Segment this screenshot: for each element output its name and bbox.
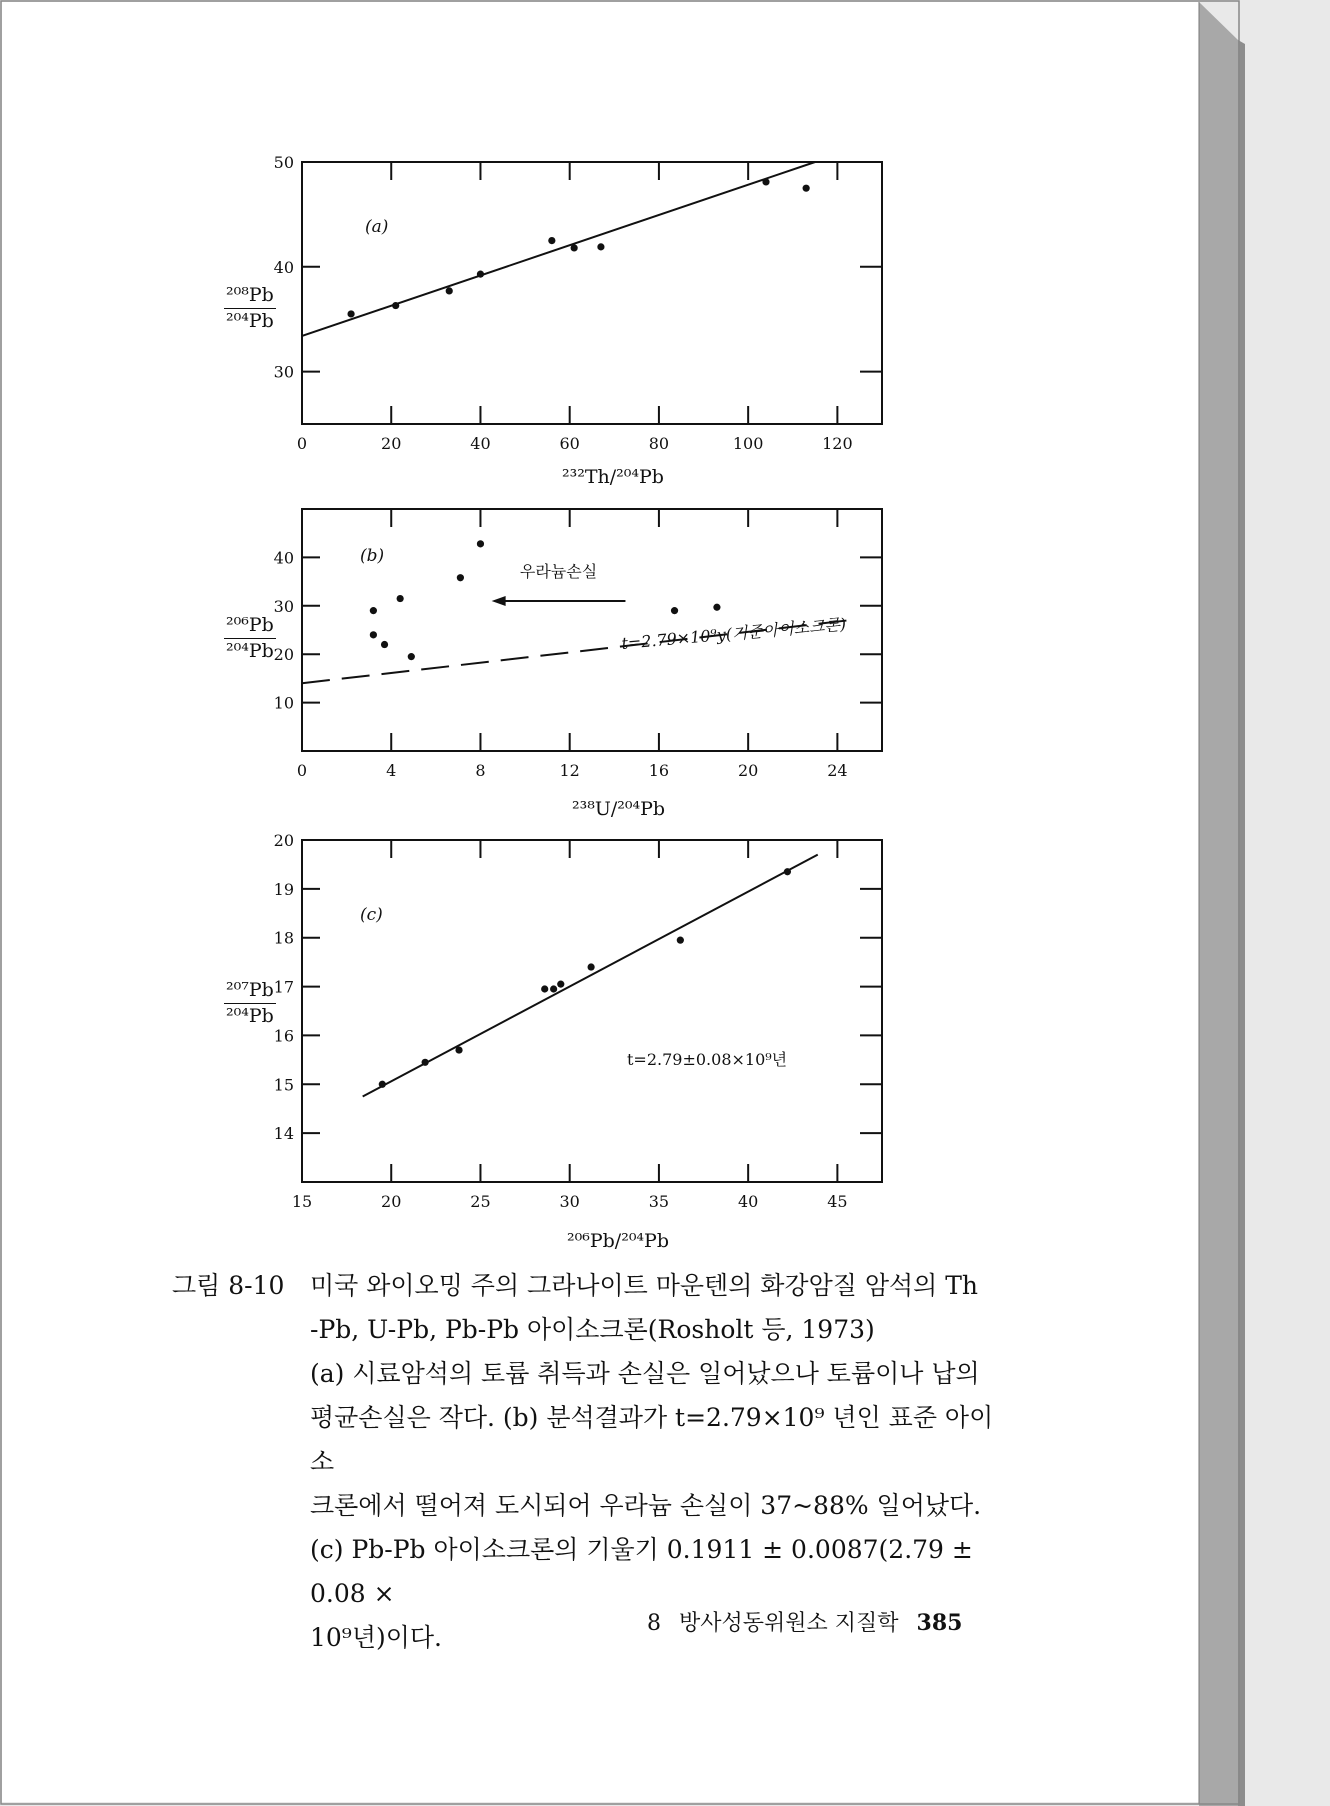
caption-line: 크론에서 떨어져 도시되어 우라늄 손실이 37~88% 일어났다. — [310, 1491, 982, 1520]
y-axis-label-a — [224, 285, 276, 332]
caption-line: 10⁹년)이다. — [310, 1623, 442, 1652]
x-tick-label: 45 — [827, 1192, 848, 1211]
y-axis-label-b-numerator: ²⁰⁶Pb — [224, 615, 276, 639]
data-point — [379, 1081, 386, 1088]
data-point — [381, 641, 388, 648]
y-tick-label: 15 — [273, 1075, 294, 1095]
book-page — [2, 2, 1199, 1802]
x-tick-label: 15 — [291, 1192, 313, 1211]
x-axis-label-b: ²³⁸U/²⁰⁴Pb — [572, 798, 666, 820]
y-axis-label-c-numerator: ²⁰⁷Pb — [224, 980, 276, 1004]
x-axis-label-c: ²⁰⁶Pb/²⁰⁴Pb — [567, 1230, 669, 1252]
data-point — [397, 595, 404, 602]
data-point — [446, 287, 453, 294]
page-number: 385 — [916, 1610, 963, 1636]
data-point — [477, 540, 484, 547]
x-tick-label: 100 — [732, 434, 764, 453]
y-axis-label-c — [224, 980, 276, 1027]
isochron-label: t=2.79±0.08×10⁹년 — [627, 1050, 788, 1069]
data-point — [677, 937, 684, 944]
y-axis-label-b-denominator: ²⁰⁴Pb — [226, 639, 274, 662]
x-tick-label: 20 — [737, 761, 759, 780]
x-tick-label: 40 — [737, 1192, 759, 1211]
x-tick-label: 40 — [470, 434, 491, 453]
data-point — [370, 607, 377, 614]
panel-label: (b) — [360, 546, 385, 566]
data-point — [803, 185, 810, 192]
data-point — [762, 178, 769, 185]
plot-frame — [302, 840, 882, 1182]
x-tick-label: 24 — [827, 761, 848, 780]
data-point — [477, 271, 484, 278]
y-tick-label: 17 — [273, 977, 294, 997]
y-tick-label: 40 — [273, 257, 294, 277]
data-point — [557, 981, 564, 988]
chapter-title: 방사성동위원소 지질학 — [679, 1611, 899, 1636]
isochron-label: t=2.79×10⁹y(기준아이소크론) — [620, 614, 847, 653]
x-axis-label-a: ²³²Th/²⁰⁴Pb — [562, 466, 664, 488]
isochron-line — [302, 162, 815, 336]
y-tick-label: 40 — [273, 548, 294, 568]
data-point — [455, 1046, 462, 1053]
chart-panel-c — [273, 831, 922, 1220]
page-footer — [647, 1606, 962, 1637]
y-axis-label-c-denominator: ²⁰⁴Pb — [226, 1004, 274, 1027]
y-tick-label: 20 — [273, 831, 294, 850]
data-point — [457, 574, 464, 581]
panel-label: (c) — [360, 905, 383, 925]
caption-line: 미국 와이오밍 주의 그라나이트 마운텐의 화강암질 암석의 Th — [310, 1271, 979, 1300]
caption-line: -Pb, U-Pb, Pb-Pb 아이소크론(Rosholt 등, 1973) — [310, 1315, 875, 1344]
arrow-label: 우라늄손실 — [519, 561, 598, 581]
panel-label: (a) — [365, 217, 389, 237]
caption-line: 평균손실은 작다. (b) 분석결과가 t=2.79×10⁹ 년인 표준 아이소 — [310, 1403, 994, 1476]
x-tick-label: 4 — [386, 761, 397, 780]
y-axis-label-a-numerator: ²⁰⁸Pb — [224, 285, 276, 309]
x-tick-label: 60 — [559, 434, 580, 453]
data-point — [597, 243, 604, 250]
data-point — [370, 631, 377, 638]
x-tick-label: 35 — [648, 1192, 670, 1211]
y-tick-label: 50 — [273, 153, 294, 172]
y-tick-label: 14 — [273, 1124, 294, 1144]
data-point — [671, 607, 678, 614]
y-axis-label-a-denominator: ²⁰⁴Pb — [226, 309, 274, 332]
x-tick-label: 30 — [559, 1192, 580, 1211]
x-tick-label: 8 — [475, 761, 486, 780]
x-tick-label: 20 — [381, 1192, 402, 1211]
data-point — [392, 302, 399, 309]
data-point — [784, 868, 791, 875]
x-tick-label: 120 — [822, 434, 853, 453]
data-point — [548, 237, 555, 244]
plot-frame — [302, 162, 882, 424]
data-point — [408, 653, 415, 660]
data-point — [713, 604, 720, 611]
data-point — [588, 963, 595, 970]
y-tick-label: 30 — [273, 362, 294, 382]
data-point — [422, 1059, 429, 1066]
y-tick-label: 30 — [273, 596, 294, 616]
caption-line: (c) Pb-Pb 아이소크론의 기울기 0.1911 ± 0.0087(2.79 ± 0.08 × — [310, 1535, 973, 1608]
x-tick-label: 16 — [648, 761, 670, 780]
x-tick-label: 80 — [648, 434, 670, 453]
arrow-head — [492, 596, 506, 606]
y-tick-label: 20 — [273, 645, 294, 665]
figure-number: 그림 8-10 — [172, 1271, 285, 1300]
y-tick-label: 18 — [273, 928, 294, 948]
x-tick-label: 25 — [470, 1192, 491, 1211]
x-tick-label: 12 — [559, 761, 580, 780]
y-axis-label-b — [224, 615, 276, 662]
y-tick-label: 16 — [273, 1026, 294, 1046]
data-point — [571, 244, 578, 251]
x-tick-label: 0 — [296, 434, 308, 453]
y-tick-label: 19 — [273, 879, 294, 899]
chart-panel-b — [273, 509, 922, 809]
chart-panel-a — [273, 153, 922, 462]
x-tick-label: 0 — [296, 761, 308, 780]
y-tick-label: 10 — [273, 693, 294, 713]
caption-line: (a) 시료암석의 토륨 취득과 손실은 일어났으나 토륨이나 납의 — [310, 1359, 980, 1388]
x-tick-label: 20 — [381, 434, 402, 453]
chapter-number: 8 — [647, 1611, 661, 1636]
caption-body — [310, 1264, 1010, 1660]
data-point — [347, 310, 354, 317]
data-point — [541, 985, 548, 992]
data-point — [550, 985, 557, 992]
